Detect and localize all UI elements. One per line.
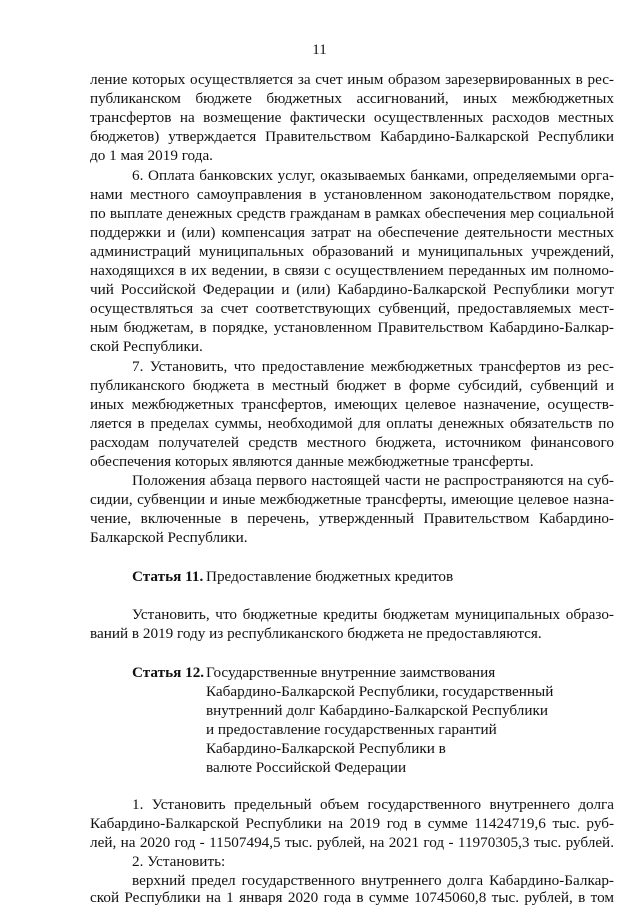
text-line: иных межбюджетных трансфертов, имеющих целевое назначение, осуществ- <box>90 396 614 413</box>
article-12-label: Статья 12. <box>132 664 205 681</box>
text-line: чий Российской Федерации и (или) Кабардино-Балкарской Республики могут <box>90 281 614 298</box>
text-line: ление которых осуществляется за счет иным образом зарезервированных в рес- <box>90 71 614 88</box>
text-line: чение, включенные в перечень, утвержденный Правительством Кабардино- <box>90 510 614 527</box>
text-line: 6. Оплата банковских услуг, оказываемых банками, определяемыми орга- <box>132 167 614 184</box>
text-line: публиканского бюджета в местный бюджет в форме субсидий, субвенций и <box>90 377 614 394</box>
text-line: находящихся в их ведении, в связи с осуществлением переданных им полномо- <box>90 262 614 279</box>
text-line: до 1 мая 2019 года. <box>90 147 213 164</box>
text-line: ляется в пределах суммы, необходимой для оплаты денежных обязательств по <box>90 415 614 432</box>
text-line: 2. Установить: <box>132 853 226 870</box>
article-12-title-line: внутренний долг Кабардино-Балкарской Республики <box>206 702 548 719</box>
text-line: трансфертов на возмещение фактически осуществленных расходов местных <box>90 109 614 126</box>
text-line: нами местного самоуправления в установленном законодательством порядке, <box>90 186 614 203</box>
article-12-title-line: Государственные внутренние заимствования <box>206 664 496 681</box>
text-line: Кабардино-Балкарской Республики на 2019 год в сумме 11424719,6 тыс. руб- <box>90 815 614 832</box>
text-line: бюджетов) утверждается Правительством Кабардино-Балкарской Республики <box>90 128 614 145</box>
text-line: расходам получателей средств местного бюджета, источником финансового <box>90 434 614 451</box>
text-line: ваний в 2019 году из республиканского бюджета не предоставляются. <box>90 625 542 642</box>
text-line: осуществляться за счет соответствующих субвенций, предоставляемых мест- <box>90 300 614 317</box>
text-line: по выплате денежных средств гражданам в рамках обеспечения мер социальной <box>90 205 614 222</box>
article-12-title-line: и предоставление государственных гарантий <box>206 721 497 738</box>
text-line: ской Республики на 1 января 2020 года в сумме 10745060,8 тыс. рублей, в том <box>90 889 614 906</box>
text-line: лей, на 2020 год - 11507494,5 тыс. рублей, на 2021 год - 11970305,3 тыс. рублей. <box>90 834 614 851</box>
text-line: 7. Установить, что предоставление межбюджетных трансфертов из рес- <box>132 358 614 375</box>
text-line: поддержки и (или) компенсация затрат на обеспечение деятельности местных <box>90 224 614 241</box>
text-line: верхний предел государственного внутреннего долга Кабардино-Балкар- <box>132 872 614 889</box>
page-number: 11 <box>312 42 327 58</box>
text-line: публиканском бюджете бюджетных ассигнований, иных межбюджетных <box>90 90 614 107</box>
text-line: Балкарской Республики. <box>90 529 248 546</box>
article-11-title: Предоставление бюджетных кредитов <box>206 568 454 585</box>
article-11-label: Статья 11. <box>132 568 204 585</box>
text-line: сидии, субвенции и иные межбюджетные трансферты, имеющие целевое назна- <box>90 491 614 508</box>
text-line: обеспечения которых являются данные межбюджетные трансферты. <box>90 453 534 470</box>
text-line: 1. Установить предельный объем государственного внутреннего долга <box>132 796 614 813</box>
article-12-title-line: валюте Российской Федерации <box>206 759 407 776</box>
article-12-title-line: Кабардино-Балкарской Республики в <box>206 740 446 757</box>
text-line: администраций муниципальных образований и муниципальных учреждений, <box>90 243 614 260</box>
text-line: ской Республики. <box>90 338 203 355</box>
text-line: Установить, что бюджетные кредиты бюджетам муниципальных образо- <box>132 606 614 623</box>
text-line: Положения абзаца первого настоящей части не распространяются на суб- <box>132 472 614 489</box>
text-line: ным бюджетам, в порядке, установленном Правительством Кабардино-Балкар- <box>90 319 614 336</box>
article-12-title-line: Кабардино-Балкарской Республики, государственный <box>206 683 554 700</box>
